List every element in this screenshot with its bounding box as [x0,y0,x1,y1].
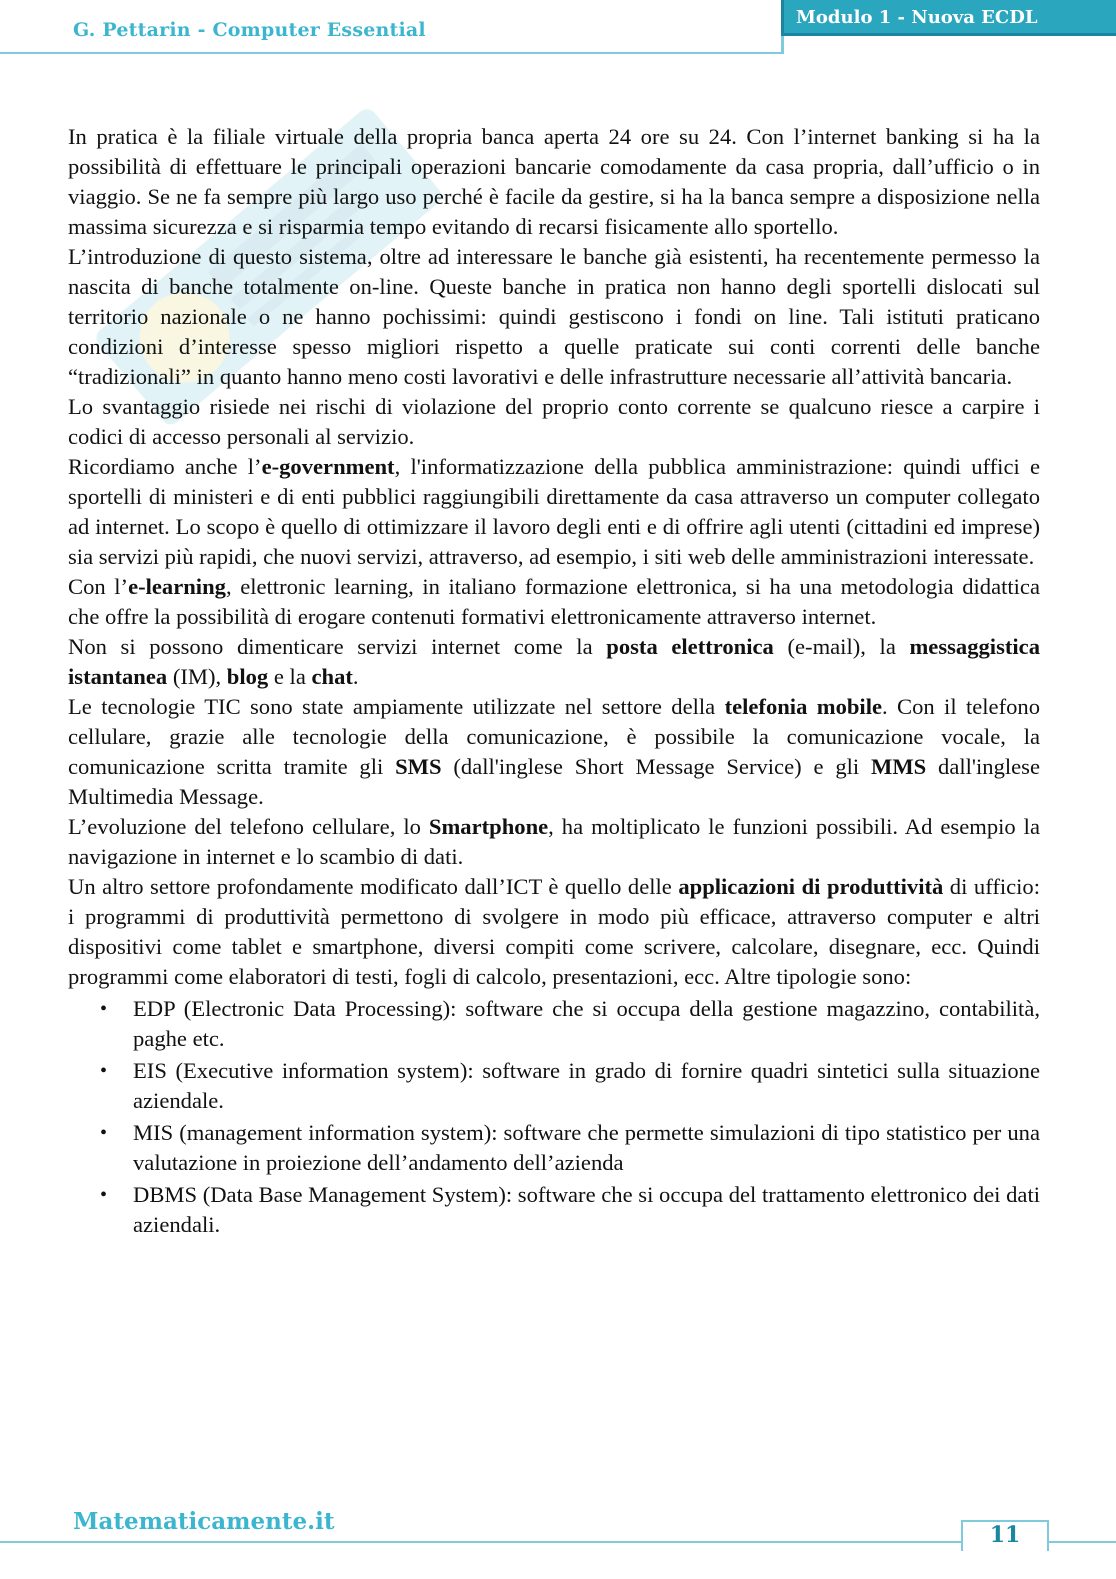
bullet-icon: • [100,1184,108,1206]
list-item: • EDP (Electronic Data Processing): software che si occupa della gestione magazzino, contabilità, paghe etc. [100,996,1040,1051]
term-e-government: e-government [261,454,395,479]
page-body [68,122,1040,1240]
paragraph-online-banks: L’introduzione di questo sistema, oltre ad interessare le banche già esistenti, ha recentemente permesso la nascita di banche totalmente on-line. Queste banche in pratica non hanno degli sportelli dislocati sul territorio nazionale o ne hanno pochissimi: quindi gestiscono i fondi on line. Tali istituti praticano condizioni d’interesse spesso migliori rispetto a quelle praticate sui conti correnti delle banche “tradizionali” in quanto hanno meno costi lavorativi e delle infrastrutture necessarie all’attività bancaria. [68,244,1040,389]
header-tab-connector [781,36,784,54]
paragraph-disadvantage: Lo svantaggio risiede nei rischi di violazione del proprio conto corrente se qualcuno riesce a carpire i codici di accesso personali al servizio. [68,394,1040,449]
header-author: G. Pettarin - Computer Essential [73,19,426,41]
list-item: • MIS (management information system): software che permette simulazioni di tipo statistico per una valutazione in proiezione dell’andamento dell’azienda [100,1120,1040,1175]
software-types-list [68,994,1040,1240]
paragraph-internet-services: Non si possono dimenticare servizi internet come la posta elettronica (e-mail), la messaggistica istantanea (IM), blog e la chat. [68,634,1041,689]
header-rule [0,52,783,54]
footer-site: Matematicamente.it [73,1508,335,1535]
paragraph-productivity: Un altro settore profondamente modificato dall’ICT è quello delle applicazioni di produttività di ufficio: i programmi di produttività permettono di svolgere in modo più efficace, attraverso computer e altri dispositivi come tablet e smartphone, diversi compiti come scrivere, calcolare, disegnare, ecc. Quindi programmi come elaboratori di testi, fogli di calcolo, presentazioni, ecc. Altre tipologie sono: [68,874,1040,989]
term-e-learning: e-learning [128,574,226,599]
bullet-icon: • [100,998,108,1020]
list-item: • DBMS (Data Base Management System): software che si occupa del trattamento elettronico dei dati aziendali. [100,1182,1040,1237]
paragraph-e-government: Ricordiamo anche l’e-government, l'informatizzazione della pubblica amministrazione: quindi uffici e sportelli di ministeri e di enti pubblici raggiungibili direttamente da casa attraverso un computer collegato ad internet. Lo scopo è quello di ottimizzare il lavoro degli enti e di offrire agli utenti (cittadini ed imprese) sia servizi più rapidi, che nuovi servizi, attraverso, ad esempio, i siti web delle amministrazioni interessate. [68,454,1040,569]
page-number: 11 [989,1522,1021,1548]
list-item: • EIS (Executive information system): software in grado di fornire quadri sintetici sulla situazione aziendale. [100,1058,1040,1113]
bullet-icon: • [100,1060,108,1082]
paragraph-internet-banking: In pratica è la filiale virtuale della propria banca aperta 24 ore su 24. Con l’internet banking si ha la possibilità di effettuare le principali operazioni bancarie comodamente da casa propria, dall’ufficio o in viaggio. Se ne fa sempre più largo uso perché è facile da gestire, si ha la banca sempre a disposizione nella massima sicurezza e si risparmia tempo evitando di recarsi fisicamente allo sportello. [68,124,1040,239]
paragraph-e-learning: Con l’e-learning, elettronic learning, in italiano formazione elettronica, si ha una metodologia didattica che offre la possibilità di erogare contenuti formativi elettronicamente attraverso internet. [68,574,1040,629]
bullet-icon: • [100,1122,108,1144]
paragraph-mobile: Le tecnologie TIC sono state ampiamente utilizzate nel settore della telefonia mobile. Con il telefono cellulare, grazie alle tecnologie della comunicazione, è possibile la comunicazione vocale, la comunicazione scritta tramite gli SMS (dall'inglese Short Message Service) e gli MMS dall'inglese Multimedia Message. [68,694,1040,809]
paragraph-smartphone: L’evoluzione del telefono cellulare, lo Smartphone, ha moltiplicato le funzioni possibili. Ad esempio la navigazione in internet e lo scambio di dati. [68,814,1040,869]
footer-rule [0,1541,1116,1543]
header-module-tab: Modulo 1 - Nuova ECDL [781,0,1116,36]
